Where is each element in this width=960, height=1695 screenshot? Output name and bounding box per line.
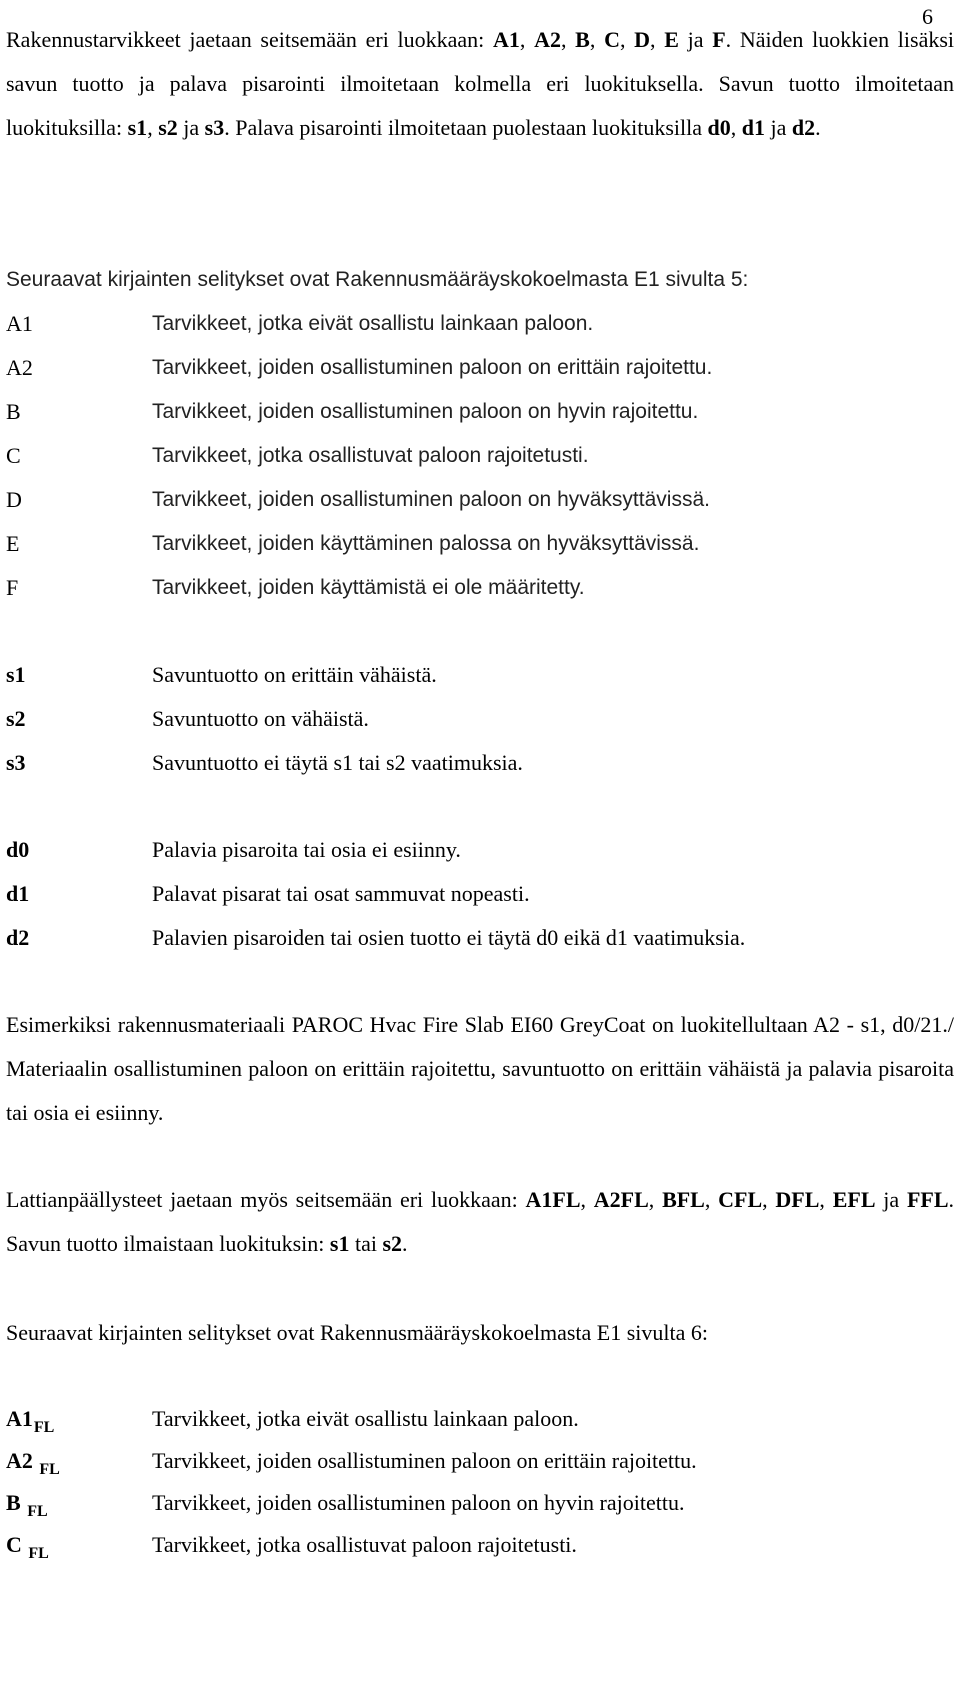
smoke-code: s3 — [204, 115, 225, 140]
floor-paragraph: Lattianpäällysteet jaetaan myös seitsemään eri luokkaan: A1FL, A2FL, BFL, CFL, DFL, EFL ja FFL. Savun tuotto ilmaistaan luokituksin: s1 tai s2. — [6, 1187, 954, 1256]
floor-class-code: A1FL — [525, 1187, 581, 1212]
definition-text: Tarvikkeet, joiden käyttämistä ei ole määritetty. — [152, 576, 585, 599]
definition-code: B — [6, 399, 21, 424]
definition-subscript: FL — [39, 1461, 60, 1478]
drip-code: d0 — [707, 115, 731, 140]
definition-code: s1 — [6, 662, 26, 687]
floor-class-code: EFL — [832, 1187, 876, 1212]
definition-text: Tarvikkeet, joiden osallistuminen paloon on erittäin rajoitettu. — [152, 356, 713, 379]
definition-row — [6, 1524, 954, 1566]
definition-code: A1 — [6, 311, 33, 336]
drip-definitions-list — [6, 828, 954, 960]
smoke-code: s2 — [158, 115, 178, 140]
class-code: E — [664, 27, 679, 52]
definition-code: s3 — [6, 750, 26, 775]
definition-code: D — [6, 487, 22, 512]
definition-text: Palavia pisaroita tai osia ei esiinny. — [152, 837, 461, 862]
definition-row — [6, 478, 954, 522]
example-paragraph: Esimerkiksi rakennusmateriaali PAROC Hvac Fire Slab EI60 GreyCoat on luokitellultaan A2 - s1, d0/21./ Materiaalin osallistuminen paloon on erittäin rajoitettu, savuntuotto on erittäin vähäistä ja palavia pisaroita tai osia ei esiinny. — [6, 1012, 954, 1125]
class-code: D — [634, 27, 651, 52]
definition-row — [6, 1482, 954, 1524]
class-code: A2 — [534, 27, 561, 52]
source-note-2: Seuraavat kirjainten selitykset ovat Rakennusmääräyskokoelmasta E1 sivulta 6: — [6, 1320, 708, 1345]
definition-text: Savuntuotto on vähäistä. — [152, 706, 369, 731]
intro-paragraph: Rakennustarvikkeet jaetaan seitsemään eri luokkaan: A1, A2, B, C, D, E ja F. Näiden luokkien lisäksi savun tuotto ja palava pisarointi ilmoitetaan kolmella eri luokituksella. Savun tuotto ilmoitetaan luokituksilla: s1, s2 ja s3. Palava pisarointi ilmoitetaan puolestaan luokituksilla d0, d1 ja d2. — [6, 27, 955, 140]
definition-text: Tarvikkeet, joiden osallistuminen paloon on erittäin rajoitettu. — [152, 1448, 697, 1473]
definition-text: Savuntuotto on erittäin vähäistä. — [152, 662, 437, 687]
definition-text: Tarvikkeet, jotka eivät osallistu lainkaan paloon. — [152, 312, 594, 335]
definition-row — [6, 522, 954, 566]
smoke-code: s1 — [127, 115, 148, 140]
definition-text: Tarvikkeet, jotka osallistuvat paloon rajoitetusti. — [152, 444, 589, 467]
definition-code: A2 — [6, 355, 33, 380]
definition-code: E — [6, 531, 20, 556]
definition-row — [6, 434, 954, 478]
definition-code: $A1_{FL}$ — [6, 1406, 55, 1436]
class-code: B — [575, 27, 590, 52]
class-code: C — [604, 27, 620, 52]
definition-row — [6, 302, 954, 346]
definition-row — [6, 872, 954, 916]
definition-code: d1 — [6, 881, 30, 906]
definition-code: d0 — [6, 837, 30, 862]
page-number: 6 — [922, 4, 933, 29]
floor-definitions-list — [6, 1398, 954, 1566]
definition-text: Tarvikkeet, joiden osallistuminen paloon on hyvin rajoitettu. — [152, 1490, 685, 1515]
intro-text-a: Rakennustarvikkeet jaetaan seitsemään eri luokkaan: — [6, 27, 493, 52]
definition-code: d2 — [6, 925, 30, 950]
definition-row — [6, 741, 954, 785]
intro-text-c: . Palava pisarointi ilmoitetaan puolestaan luokituksilla — [224, 115, 708, 140]
definition-code: B $_{FL}$ — [6, 1490, 48, 1520]
definition-text: Palavien pisaroiden tai osien tuotto ei täytä d0 eikä d1 vaatimuksia. — [152, 925, 746, 950]
definition-code: C $_{FL}$ — [6, 1532, 49, 1562]
definition-text: Tarvikkeet, jotka eivät osallistu lainkaan paloon. — [152, 1406, 579, 1431]
definition-subscript: FL — [28, 1545, 49, 1562]
drip-code: d1 — [741, 115, 765, 140]
floor-class-code: A2FL — [593, 1187, 649, 1212]
class-definitions-list — [6, 302, 954, 610]
definition-row — [6, 566, 954, 610]
smoke-code: s2 — [382, 1231, 403, 1256]
definition-text: Tarvikkeet, joiden osallistuminen paloon on hyvin rajoitettu. — [152, 400, 699, 423]
intro-text-b: . Näiden luokkien lisäksi savun tuotto ja palava pisarointi ilmoitetaan kolmella eri luokituksella. Savun tuotto ilmoitetaan luokituksilla: — [6, 27, 955, 140]
floor-class-code: DFL — [775, 1187, 820, 1212]
class-code: A1 — [492, 27, 520, 52]
definition-row — [6, 1440, 954, 1482]
source-note-1: Seuraavat kirjainten selitykset ovat Rakennusmääräyskokoelmasta E1 sivulta 5: — [6, 268, 749, 291]
definition-text: Tarvikkeet, joiden käyttäminen palossa on hyväksyttävissä. — [152, 532, 700, 555]
definition-text: Tarvikkeet, joiden osallistuminen paloon on hyväksyttävissä. — [152, 488, 710, 511]
smoke-definitions-list — [6, 653, 954, 785]
definition-code: s2 — [6, 706, 26, 731]
definition-row — [6, 916, 954, 960]
definition-row — [6, 828, 954, 872]
floor-class-code: CFL — [718, 1187, 763, 1212]
floor-class-code: BFL — [662, 1187, 705, 1212]
definition-row — [6, 697, 954, 741]
drip-code: d2 — [791, 115, 816, 140]
definition-row — [6, 346, 954, 390]
definition-row — [6, 653, 954, 697]
definition-subscript: FL — [33, 1419, 55, 1436]
floor-class-code: FFL — [906, 1187, 949, 1212]
definition-subscript: FL — [27, 1503, 48, 1520]
class-code: F — [712, 27, 726, 52]
definition-row — [6, 390, 954, 434]
definition-text: Tarvikkeet, jotka osallistuvat paloon rajoitetusti. — [152, 1532, 577, 1557]
smoke-code: s1 — [329, 1231, 350, 1256]
definition-code: A2 $_{FL}$ — [6, 1448, 60, 1478]
definition-code: F — [6, 575, 19, 600]
definition-text: Savuntuotto ei täytä s1 tai s2 vaatimuksia. — [152, 750, 523, 775]
definition-code: C — [6, 443, 21, 468]
definition-text: Palavat pisarat tai osat sammuvat nopeasti. — [152, 881, 530, 906]
definition-row — [6, 1398, 954, 1440]
